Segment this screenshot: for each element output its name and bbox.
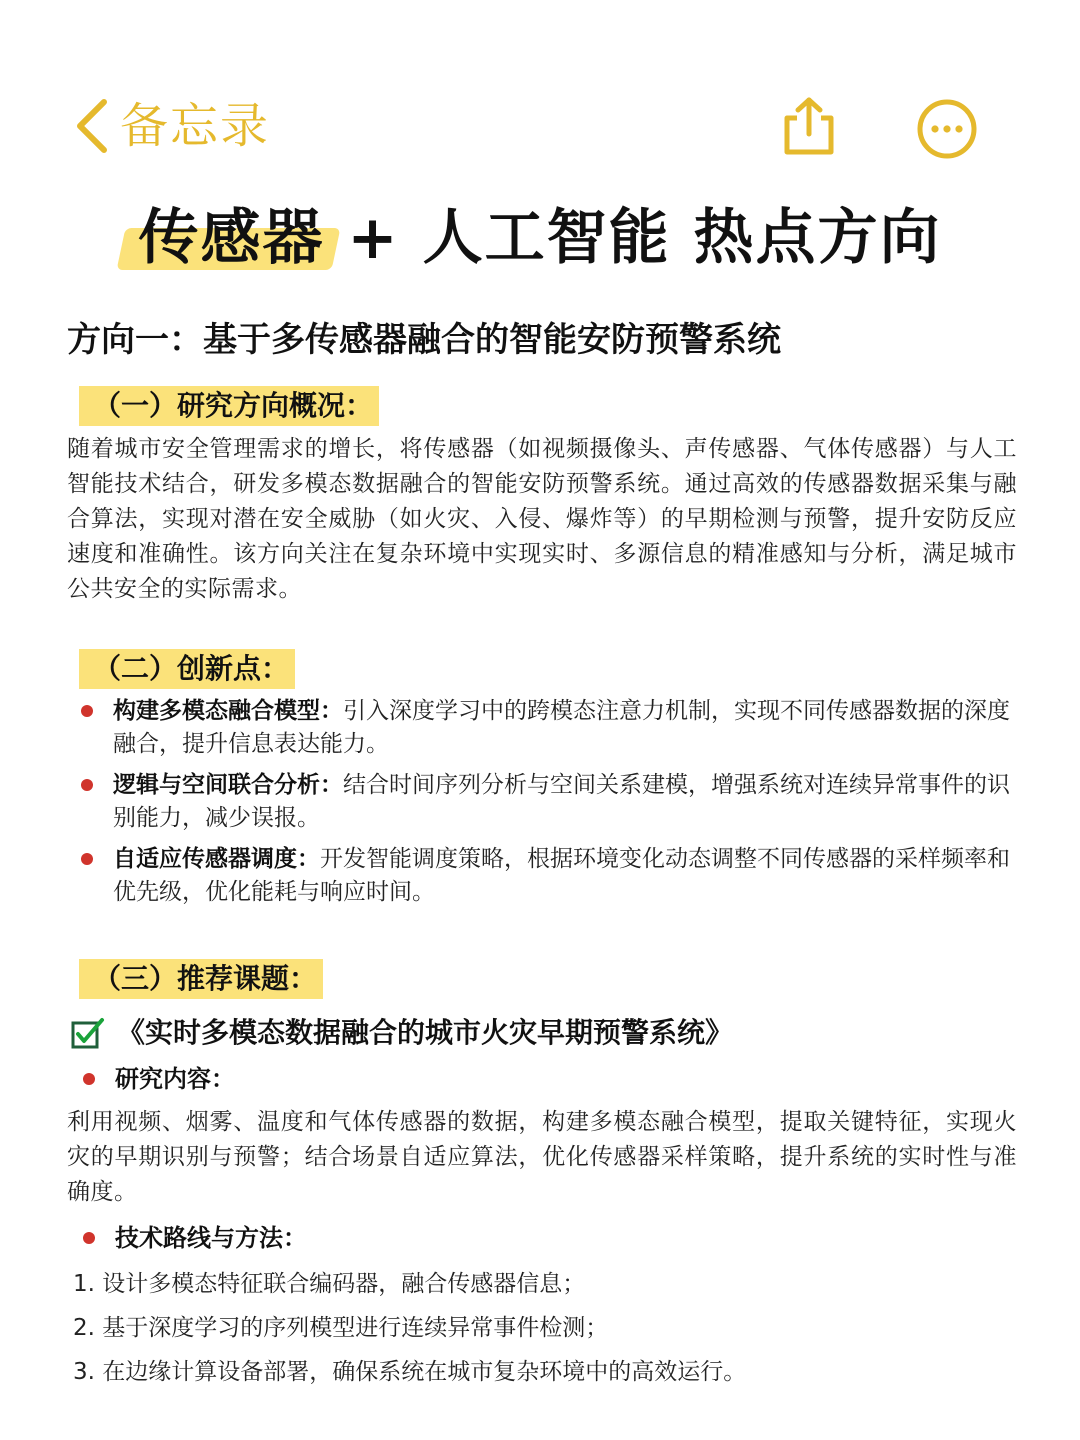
recommended-topic bbox=[67, 1011, 1017, 1055]
overview-heading: （一）研究方向概况： bbox=[79, 386, 379, 426]
checkbox-check-icon bbox=[71, 1017, 105, 1049]
bullet-dot-icon bbox=[81, 853, 93, 865]
note-title bbox=[0, 198, 1080, 278]
overview-text: 随着城市安全管理需求的增长，将传感器（如视频摄像头、声传感器、气体传感器）与人工智能技术结合，研发多模态数据融合的智能安防预警系统。通过高效的传感器数据采集与融合算法，实现对潜在安全威胁（如火灾、入侵、爆炸等）的早期检测与预警，提升安防反应速度和准确性。该方向关注在复杂环境中实现实时、多源信息的精准感知与分析，满足城市公共安全的实际需求。 bbox=[67, 436, 1017, 602]
share-icon bbox=[780, 96, 838, 158]
innovation-heading: （二）创新点： bbox=[79, 649, 295, 689]
research-heading-text: 研究内容： bbox=[115, 1065, 235, 1093]
innovation-list bbox=[67, 695, 1017, 909]
innovation-item-label: 自适应传感器调度： bbox=[113, 846, 320, 872]
direction-title: 方向一：基于多传感器融合的智能安防预警系统 bbox=[67, 320, 781, 360]
research-heading bbox=[67, 1059, 1017, 1099]
note-body bbox=[67, 312, 1017, 1394]
bullet-dot-icon bbox=[83, 1073, 95, 1085]
list-item bbox=[67, 843, 1017, 909]
bullet-dot-icon bbox=[81, 779, 93, 791]
list-item bbox=[67, 769, 1017, 835]
bullet-dot-icon bbox=[81, 705, 93, 717]
list-item: 3. 在边缘计算设备部署，确保系统在城市复杂环境中的高效运行。 bbox=[73, 1359, 747, 1385]
more-icon bbox=[916, 98, 978, 160]
method-heading-text: 技术路线与方法： bbox=[115, 1224, 307, 1252]
bullet-dot-icon bbox=[83, 1232, 95, 1244]
innovation-item-label: 逻辑与空间联合分析： bbox=[113, 772, 343, 798]
method-steps bbox=[67, 1262, 1017, 1394]
list-item bbox=[67, 695, 1017, 761]
innovation-item-text: 引入深度学习中的跨模态注意力机制，实现不同传感器数据的深度融合，提升信息表达能力。 bbox=[113, 698, 1010, 757]
title-rest-text: + 人工智能 热点方向 bbox=[347, 203, 942, 273]
method-heading bbox=[67, 1218, 1017, 1258]
top-bar bbox=[0, 0, 1080, 180]
title-highlighted-text: 传感器 bbox=[138, 203, 325, 273]
innovation-item-text: 结合时间序列分析与空间关系建模，增强系统对连续异常事件的识别能力，减少误报。 bbox=[113, 772, 1010, 831]
topic-title: 《实时多模态数据融合的城市火灾早期预警系统》 bbox=[117, 1016, 734, 1049]
innovation-item-label: 构建多模态融合模型： bbox=[113, 698, 343, 724]
list-item: 2. 基于深度学习的序列模型进行连续异常事件检测； bbox=[73, 1315, 609, 1341]
back-button[interactable] bbox=[72, 96, 270, 156]
chevron-left-icon bbox=[72, 96, 112, 156]
share-button[interactable] bbox=[780, 96, 838, 162]
innovation-item-text: 开发智能调度策略，根据环境变化动态调整不同传感器的采样频率和优先级，优化能耗与响应时间。 bbox=[113, 846, 1010, 905]
more-button[interactable] bbox=[916, 98, 978, 164]
recommend-heading: （三）推荐课题： bbox=[79, 959, 323, 999]
back-label: 备忘录 bbox=[120, 98, 271, 154]
list-item: 1. 设计多模态特征联合编码器，融合传感器信息； bbox=[73, 1271, 586, 1297]
research-text: 利用视频、烟雾、温度和气体传感器的数据，构建多模态融合模型，提取关键特征，实现火灾的早期识别与预警；结合场景自适应算法，优化传感器采样策略，提升系统的实时性与准确度。 bbox=[67, 1109, 1017, 1205]
